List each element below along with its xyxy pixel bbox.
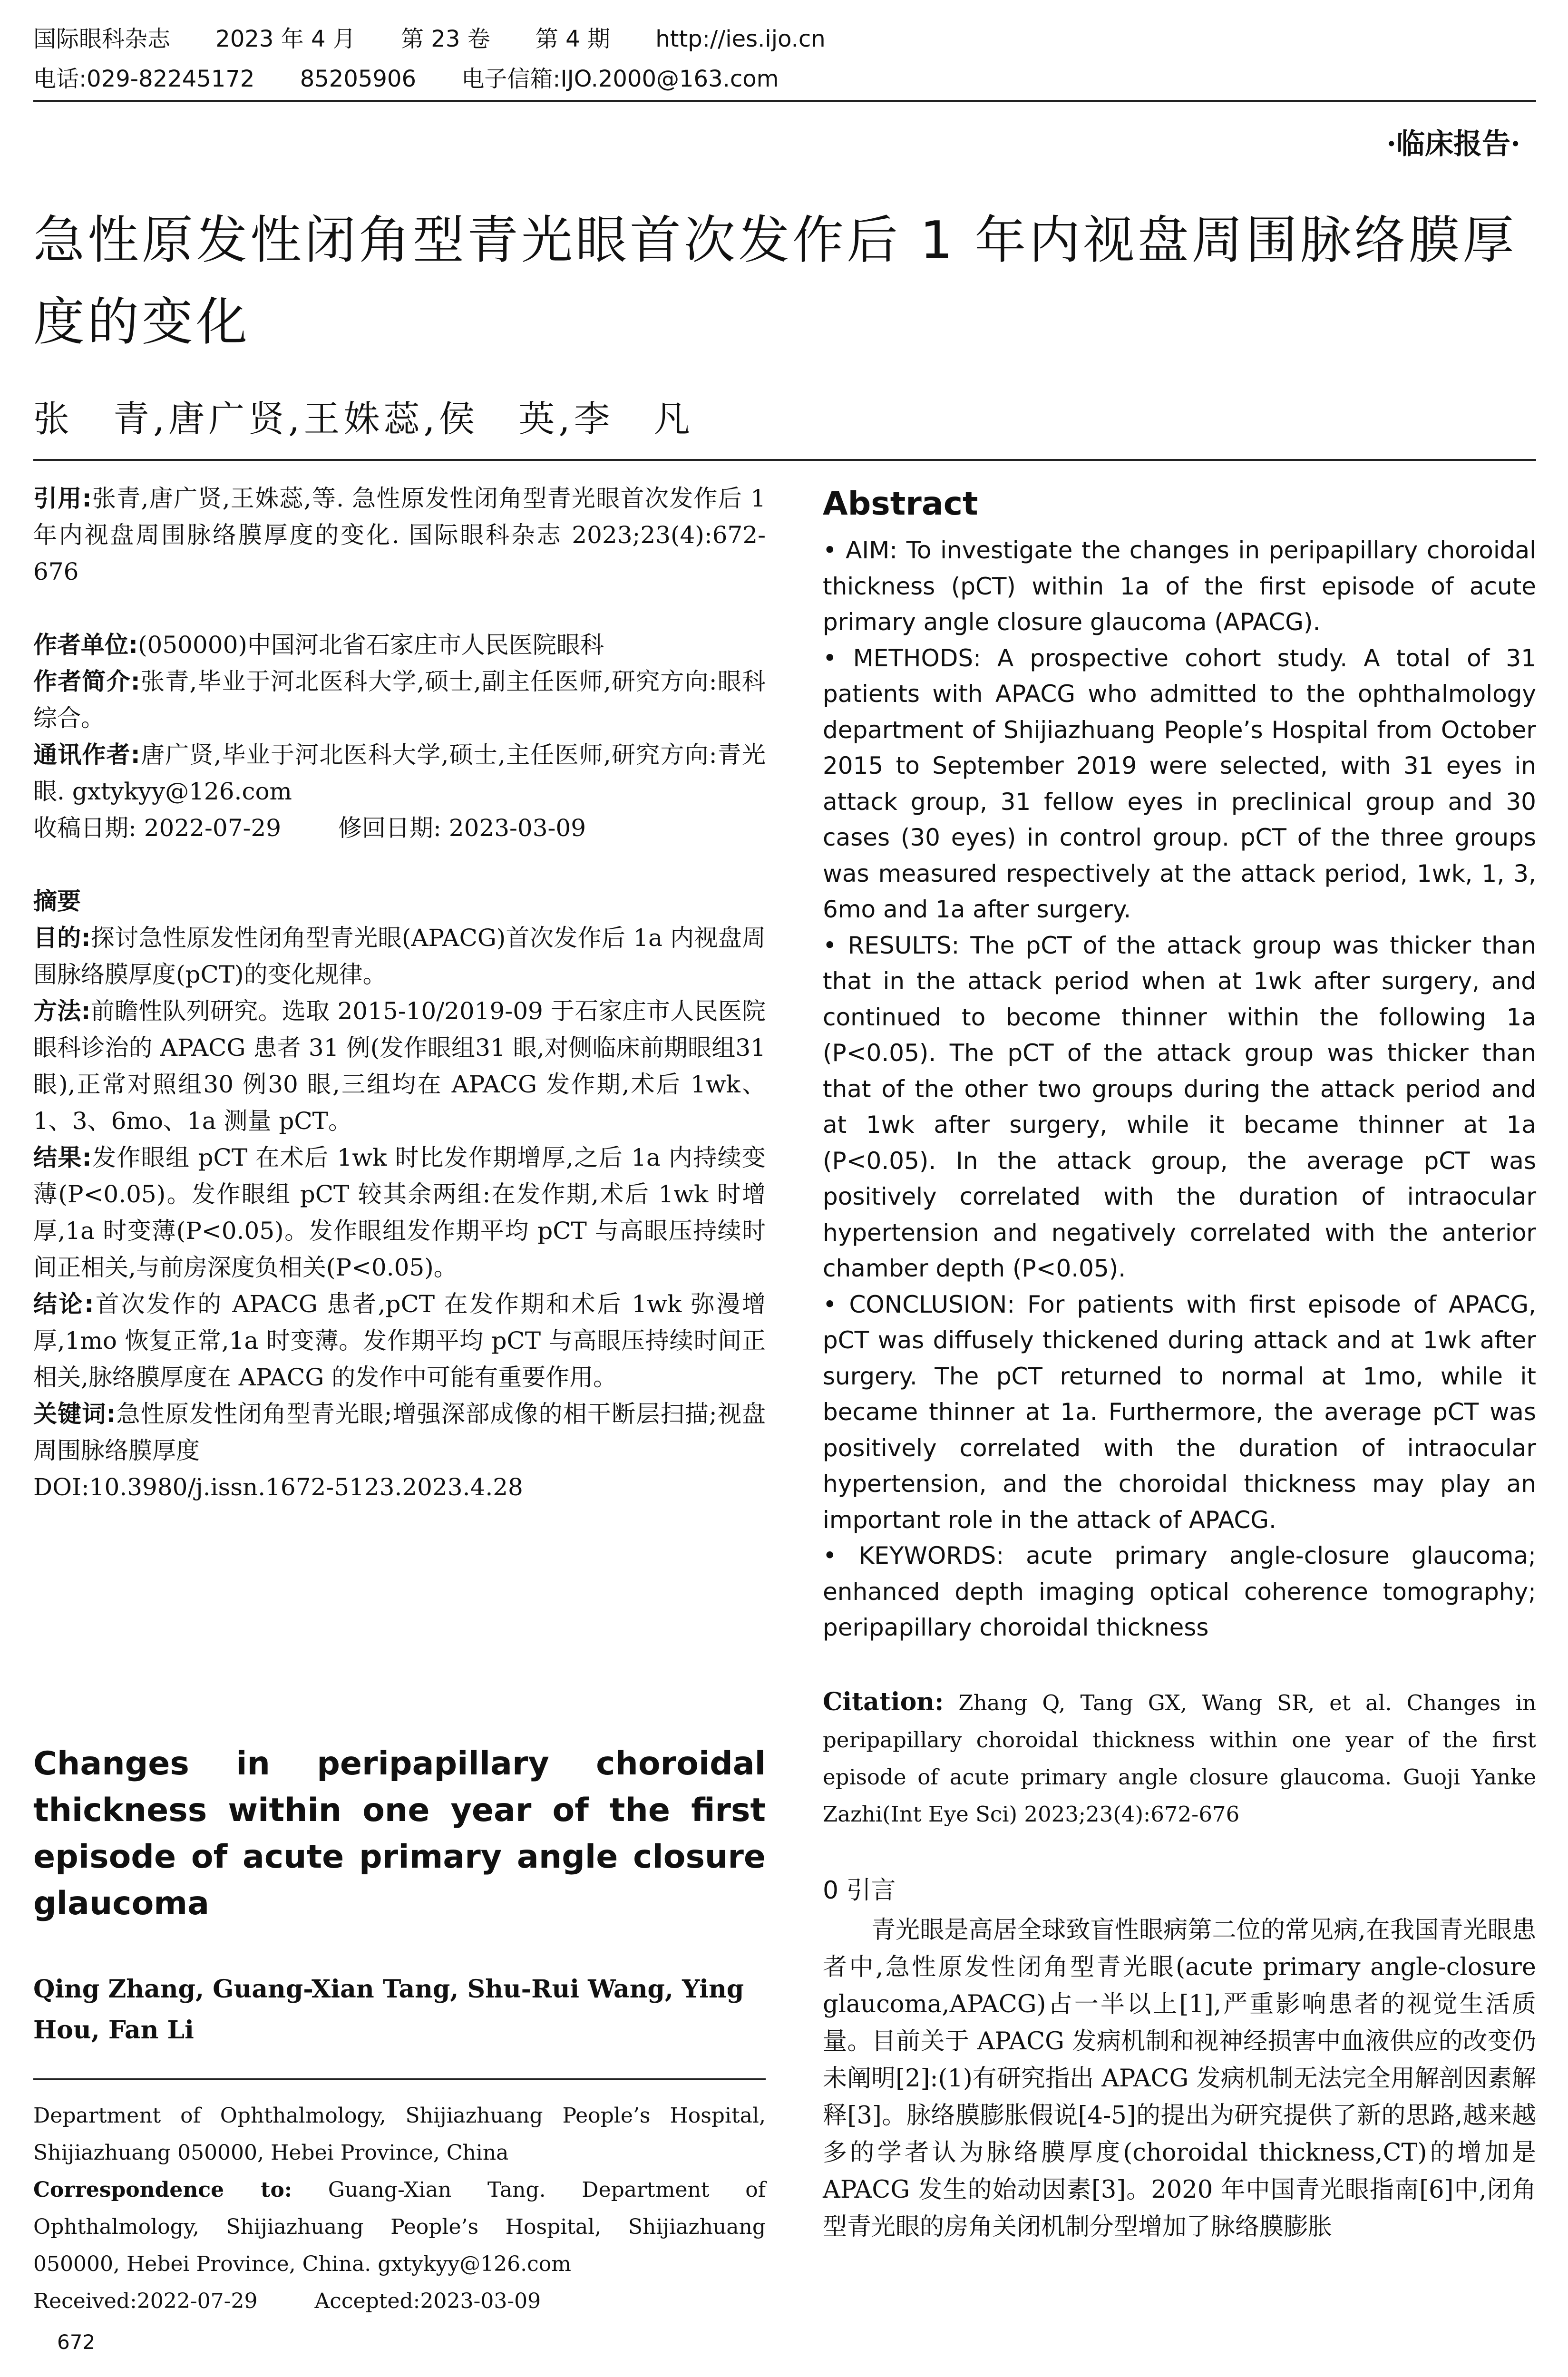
info-text: 张青,毕业于河北医科大学,硕士,副主任医师,研究方向:眼科综合。: [33, 668, 766, 732]
revised-date: 修回日期: 2023-03-09: [338, 814, 586, 842]
cite-text: 张青,唐广贤,王姝蕊,等. 急性原发性闭角型青光眼首次发作后 1 年内视盘周围脉络膜厚度的变化. 国际眼科杂志 2023;23(4):672-676: [33, 485, 766, 585]
english-title: Changes in peripapillary choroidal thickness within one year of the first episode of acute primary angle closure glaucoma: [33, 1745, 766, 1922]
abstract-cn-heading: 摘要: [33, 887, 81, 915]
section-label: • RESULTS:: [823, 931, 960, 959]
english-affiliation-block: [33, 2097, 766, 2320]
phone-2: 85205906: [300, 66, 417, 92]
right-column: [823, 480, 1536, 1646]
correspondence-text: Guang-Xian Tang. Department of Ophthalmology, Shijiazhuang People’s Hospital, Shijiazhuang 050000, Hebei Province, China. gxtykyy@126.com: [33, 2178, 766, 2276]
abstract-cn-keywords: [33, 1396, 766, 1469]
dates: [33, 810, 766, 847]
section-label: • AIM:: [823, 536, 898, 564]
citation-block: [823, 1684, 1536, 1833]
abstract-cn-aim: [33, 920, 766, 993]
issue-date: 2023 年 4 月: [215, 26, 356, 52]
journal-url[interactable]: http://ies.ijo.cn: [655, 26, 826, 52]
citation-text: Zhang Q, Tang GX, Wang SR, et al. Changes in peripapillary choroidal thickness within one year of the first episode of acute primary angle closure glaucoma. Guoji Yanke Zazhi(Int Eye Sci) 2023;23(4):672-676: [823, 1690, 1536, 1827]
email[interactable]: 电子信箱:IJO.2000@163.com: [461, 66, 779, 92]
section-label: • KEYWORDS:: [823, 1542, 1004, 1569]
author-list: 张 青,唐广贤,王姝蕊,侯 英,李 凡: [33, 398, 694, 440]
info-text: (050000)中国河北省石家庄市人民医院眼科: [138, 631, 604, 659]
section-text: 前瞻性队列研究。选取 2015-10/2019-09 于石家庄市人民医院眼科诊治的 APACG 患者 31 例(发作眼组31 眼,对侧临床前期眼组31 眼),正常对照组30 例30 眼,三组均在 APACG 发作期,术后 1wk、1、3、6mo、1a 测量 pCT。: [33, 997, 766, 1135]
section-label: 结果:: [33, 1144, 92, 1171]
abstract-heading: Abstract: [823, 485, 978, 523]
correspondence-label: Correspondence to:: [33, 2178, 292, 2202]
abstract-cn-conclusion: [33, 1286, 766, 1396]
corresponding-author: [33, 737, 766, 810]
abstract-methods: [823, 641, 1536, 928]
header-divider: [33, 100, 1536, 102]
journal-name: 国际眼科杂志: [33, 26, 171, 52]
section-label: 结论:: [33, 1290, 94, 1318]
issue-number: 第 4 期: [535, 26, 610, 52]
intro-paragraph: 青光眼是高居全球致盲性眼病第二位的常见病,在我国青光眼患者中,急性原发性闭角型青光眼(acute primary angle-closure glaucoma,APACG)占一半以上[1],严重影响患者的视觉生活质量。目前关于 APACG 发病机制和视神经损害中血液供应的改变仍未阐明[2]:(1)有研究指出 APACG 发病机制无法完全用解剖因素解释[3]。脉络膜膨胀假说[4-5]的提出为研究提供了新的思路,越来越多的学者认为脉络膜厚度(choroidal thickness,CT)的增加是 APACG 发生的始动因素[3]。2020 年中国青光眼指南[6]中,闭角型青光眼的房角关闭机制分型增加了脉络膜膨胀: [823, 1916, 1536, 2241]
doi[interactable]: DOI:10.3980/j.issn.1672-5123.2023.4.28: [33, 1473, 523, 1501]
column-tag: ·临床报告·: [1386, 127, 1520, 161]
received-date: 收稿日期: 2022-07-29: [33, 814, 282, 842]
journal-header: [33, 19, 1536, 99]
author-bio: [33, 663, 766, 737]
phone: 电话:029-82245172: [33, 66, 255, 92]
abstract-keywords: [823, 1538, 1536, 1646]
abstract-conclusion: [823, 1287, 1536, 1539]
english-affiliation: Department of Ophthalmology, Shijiazhuang People’s Hospital, Shijiazhuang 050000, Hebei Province, China: [33, 2104, 766, 2165]
section-text: 探讨急性原发性闭角型青光眼(APACG)首次发作后 1a 内视盘周围脉络膜厚度(pCT)的变化规律。: [33, 924, 766, 988]
english-correspondence: [33, 2172, 766, 2283]
info-text: 唐广贤,毕业于河北医科大学,硕士,主任医师,研究方向:青光眼. gxtykyy@126.com: [33, 741, 766, 805]
section-label: 关键词:: [33, 1400, 116, 1428]
abstract-cn-methods: [33, 993, 766, 1140]
section-text: To investigate the changes in peripapillary choroidal thickness (pCT) within 1a of the first episode of acute primary angle closure glaucoma (APACG).: [823, 536, 1536, 636]
section-text: acute primary angle-closure glaucoma; enhanced depth imaging optical coherence tomography; peripapillary choroidal thickness: [823, 1542, 1536, 1641]
english-dates: [33, 2283, 766, 2320]
affiliation-info: [33, 627, 766, 663]
info-label: 作者单位:: [33, 631, 138, 659]
section-label: 方法:: [33, 997, 91, 1025]
info-label: 通讯作者:: [33, 741, 140, 769]
intro-heading: 0 引言: [823, 1876, 896, 1905]
cite-label: 引用:: [33, 485, 92, 512]
left-column: [33, 480, 766, 1506]
english-accepted: Accepted:2023-03-09: [314, 2289, 541, 2313]
citation-label: Citation:: [823, 1687, 944, 1716]
section-text: The pCT of the attack group was thicker than that in the attack period when at 1wk after surgery, and continued to become thinner within the following 1a (P<0.05). The pCT of the attack group was thicker than that of the other two groups during the attack period and at 1wk after surgery, while it became thinner at 1a (P<0.05). In the attack group, the average pCT was positively correlated with the duration of intraocular hypertension and negatively correlated with the anterior chamber depth (P<0.05).: [823, 931, 1537, 1282]
section-label: • CONCLUSION:: [823, 1290, 1015, 1318]
cite-block: [33, 480, 766, 590]
page-number: 672: [57, 2330, 96, 2354]
introduction-section: [823, 1869, 1536, 2246]
article-title: 急性原发性闭角型青光眼首次发作后 1 年内视盘周围脉络膜厚度的变化: [33, 211, 1517, 352]
section-text: 发作眼组 pCT 在术后 1wk 时比发作期增厚,之后 1a 内持续变薄(P<0.05)。发作眼组 pCT 较其余两组:在发作期,术后 1wk 时增厚,1a 时变薄(P<0.05)。发作眼组发作期平均 pCT 与高眼压持续时间正相关,与前房深度负相关(P<0.05)。: [33, 1144, 766, 1281]
section-text: 首次发作的 APACG 患者,pCT 在发作期和术后 1wk 弥漫增厚,1mo 恢复正常,1a 时变薄。发作期平均 pCT 与高眼压持续时间正相关,脉络膜厚度在 APACG 的发作中可能有重要作用。: [33, 1290, 766, 1391]
section-text: For patients with first episode of APACG, pCT was diffusely thickened during attack and at 1wk after surgery. The pCT returned to normal at 1mo, while it became thinner at 1a. Furthermore, the average pCT was positively correlated with the duration of intraocular hypertension, and the choroidal thickness may play an important role in the attack of APACG.: [823, 1290, 1536, 1534]
english-authors: Qing Zhang, Guang-Xian Tang, Shu-Rui Wang, Ying Hou, Fan Li: [33, 1975, 744, 2045]
section-text: 急性原发性闭角型青光眼;增强深部成像的相干断层扫描;视盘周围脉络膜厚度: [33, 1400, 766, 1464]
title-divider: [33, 459, 1536, 461]
volume: 第 23 卷: [401, 26, 490, 52]
abstract-aim: [823, 533, 1536, 641]
info-label: 作者简介:: [33, 668, 140, 695]
abstract-cn-results: [33, 1140, 766, 1286]
header-line-2: [33, 59, 1536, 99]
section-label: 目的:: [33, 924, 91, 952]
section-text: A prospective cohort study. A total of 31 patients with APACG who admitted to the ophthalmology department of Shijiazhuang People’s Hospital from October 2015 to September 2019 were selected, with 31 eyes in attack group, 31 fellow eyes in preclinical group and 30 cases (30 eyes) in control group. pCT of the three groups was measured respectively at the attack period, 1wk, 1, 3, 6mo and 1a after surgery.: [823, 644, 1536, 923]
english-received: Received:2022-07-29: [33, 2289, 258, 2313]
section-label: • METHODS:: [823, 644, 981, 672]
abstract-results: [823, 928, 1536, 1287]
header-line-1: [33, 19, 1536, 59]
english-divider: [33, 2078, 766, 2080]
